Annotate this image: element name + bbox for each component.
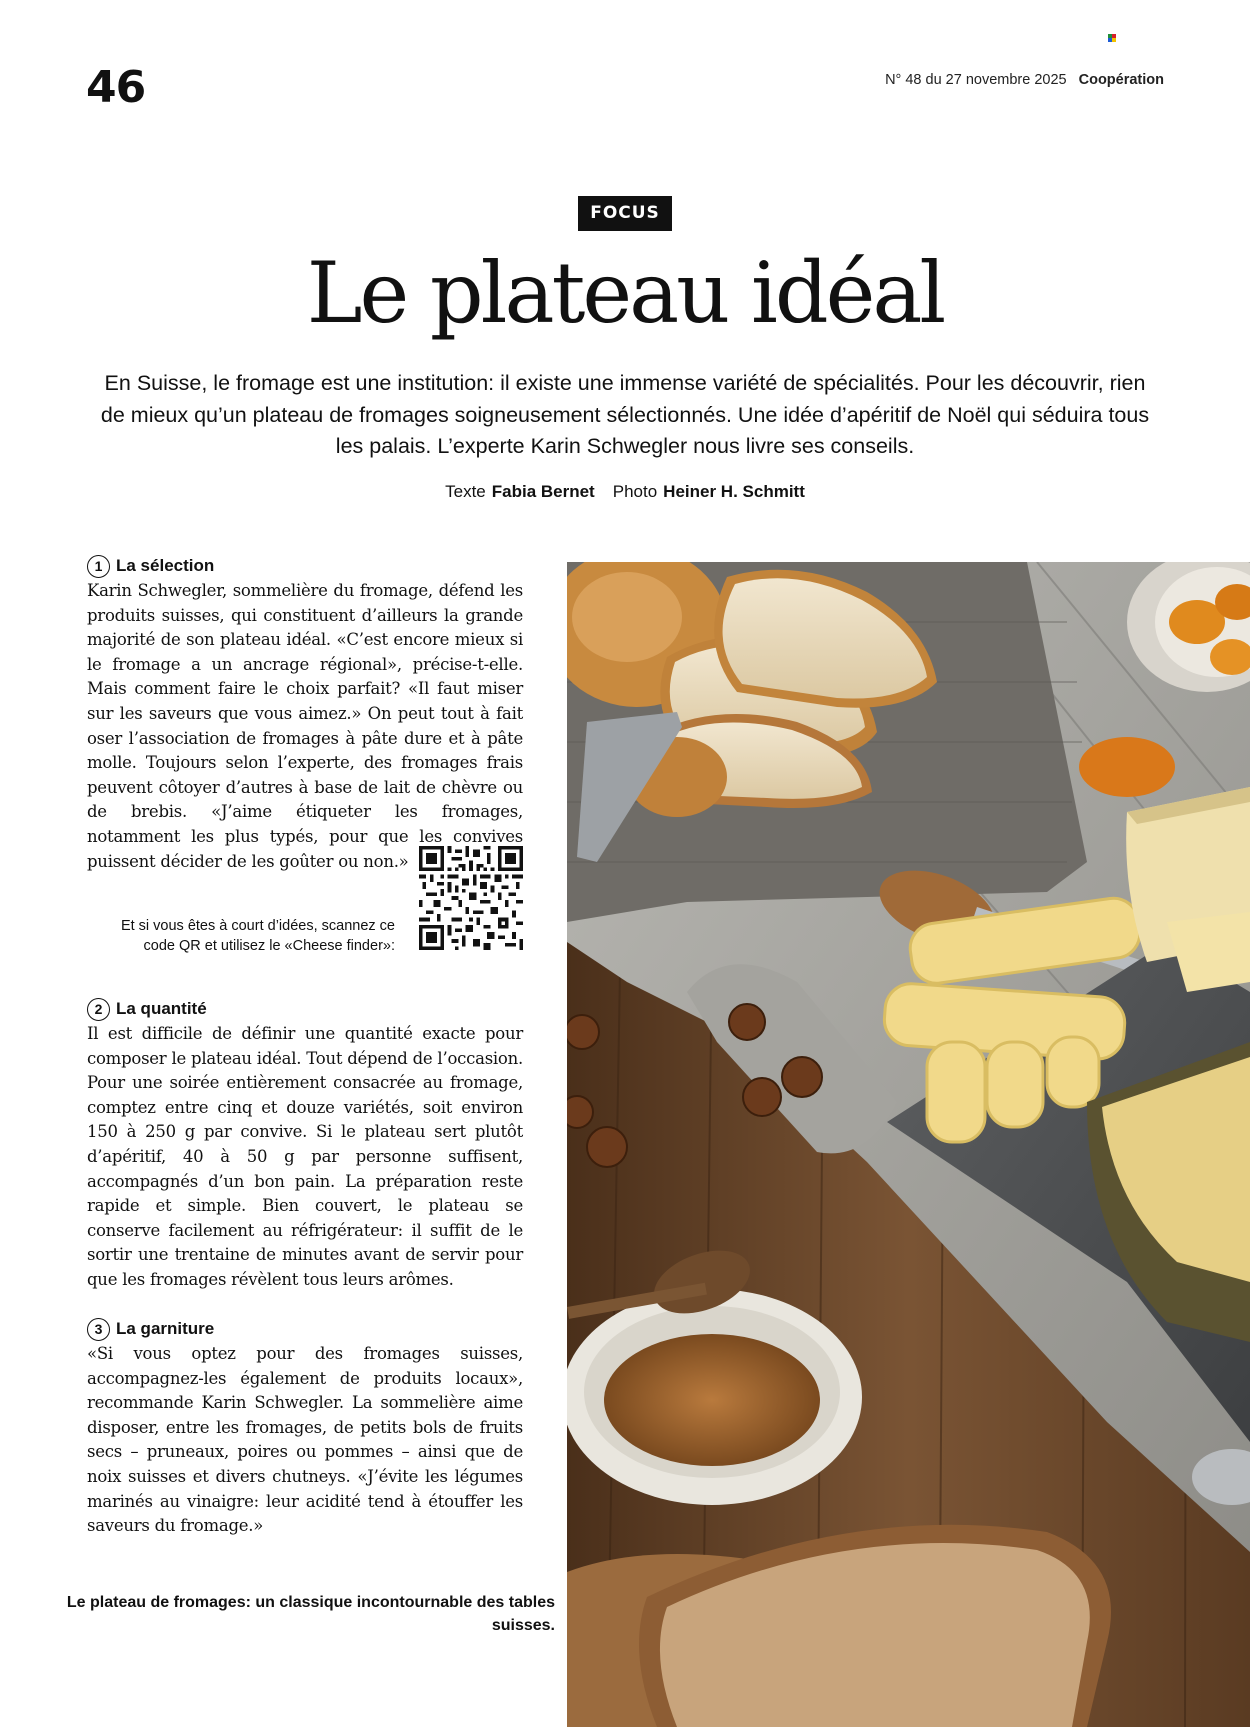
section-garnish [87,1316,523,1539]
kicker-wrap [0,196,1250,231]
issue-number: N° 48 du 27 novembre 2025 [885,72,1067,88]
section-number-badge: 2 [87,998,110,1021]
qr-caption: Et si vous êtes à court d’idées, scannez ce code QR et utilisez le «Cheese finder»: [120,918,395,954]
section-body: «Si vous optez pour des fromages suisses, accompagnez-les également de produits locaux», recommande Karin Schwegler. La sommelière aime disposer, entre les fromages, de petits bols de fruits secs – pruneaux, poires ou pommes – ainsi que de noix suisses et divers chutneys. «J’évite les légumes marinés au vinaigre: leur acidité tend à étouffer les saveurs du fromage.» [87,1344,523,1536]
credits [0,482,1250,502]
text-credit-author: Fabia Bernet [491,482,595,501]
section-heading-label: La quantité [116,999,207,1018]
section-number-badge: 3 [87,1318,110,1341]
photo-credit-label: Photo [612,482,658,501]
magazine-name: Coopération [1078,72,1164,88]
article-title: Le plateau idéal [306,244,944,342]
text-credit-label: Texte [445,482,486,501]
photo-credit-author: Heiner H. Schmitt [663,482,805,501]
qr-code[interactable] [419,846,523,950]
qr-promo [87,846,523,956]
section-heading-label: La garniture [116,1319,215,1338]
section-body: Il est difficile de définir une quantité exacte pour composer le plateau idéal. Tout dépend de l’occasion. Pour une soirée entièrement consacrée au fromage, comptez entre cinq et douze variétés, soit environ 150 à 250 g par convive. Si le plateau sert plutôt d’apéritif, 40 à 50 g par personne suffisent, accompagnés d’un bon pain. La préparation reste rapide et simple. Bien couvert, le plateau se conserve facilement au réfrigérateur: il suffit de le sortir une trentaine de minutes avant de servir pour que les fromages révèlent tous leurs arômes. [87,1024,523,1289]
article-lead: En Suisse, le fromage est une institution: il existe une immense variété de spécialités. Pour les découvrir, rien de mieux qu’un plateau de fromages soigneusement sélectionnés. Une idée d’apéritif de Noël qui séduira tous les palais. L’experte Karin Schwegler nous livre ses conseils. [100,371,1150,458]
color-registration-mark [1108,34,1116,42]
section-body: Karin Schwegler, sommelière du fromage, défend les produits suisses, qui constituent d’ailleurs la grande majorité de son plateau idéal. «C’est encore mieux si le fromage a un ancrage régional», précise-t-elle. Mais comment faire le choix parfait? «Il faut miser sur les saveurs que vous aimez.» On peut tout à fait oser l’association de fromages à pâte dure et à pâte molle. Toujours selon l’experte, des fromages frais peuvent côtoyer d’autres à base de lait de chèvre ou de brebis. «J’aime étiqueter les fromages, notamment les plus typés, pour que les convives puissent décider de les goûter ou non.» [87,581,523,871]
section-heading [87,996,523,1022]
issue-info [885,72,1164,88]
section-heading [87,553,523,579]
cheese-platter-photo [567,562,1250,1727]
section-heading [87,1316,523,1342]
section-number-badge: 1 [87,555,110,578]
page-number: 46 [86,62,146,113]
kicker-badge: FOCUS [578,196,672,231]
section-selection [87,553,523,874]
photo-caption: Le plateau de fromages: un classique incontournable des tables suisses. [66,1594,555,1634]
section-heading-label: La sélection [116,556,215,575]
section-quantity [87,996,523,1293]
